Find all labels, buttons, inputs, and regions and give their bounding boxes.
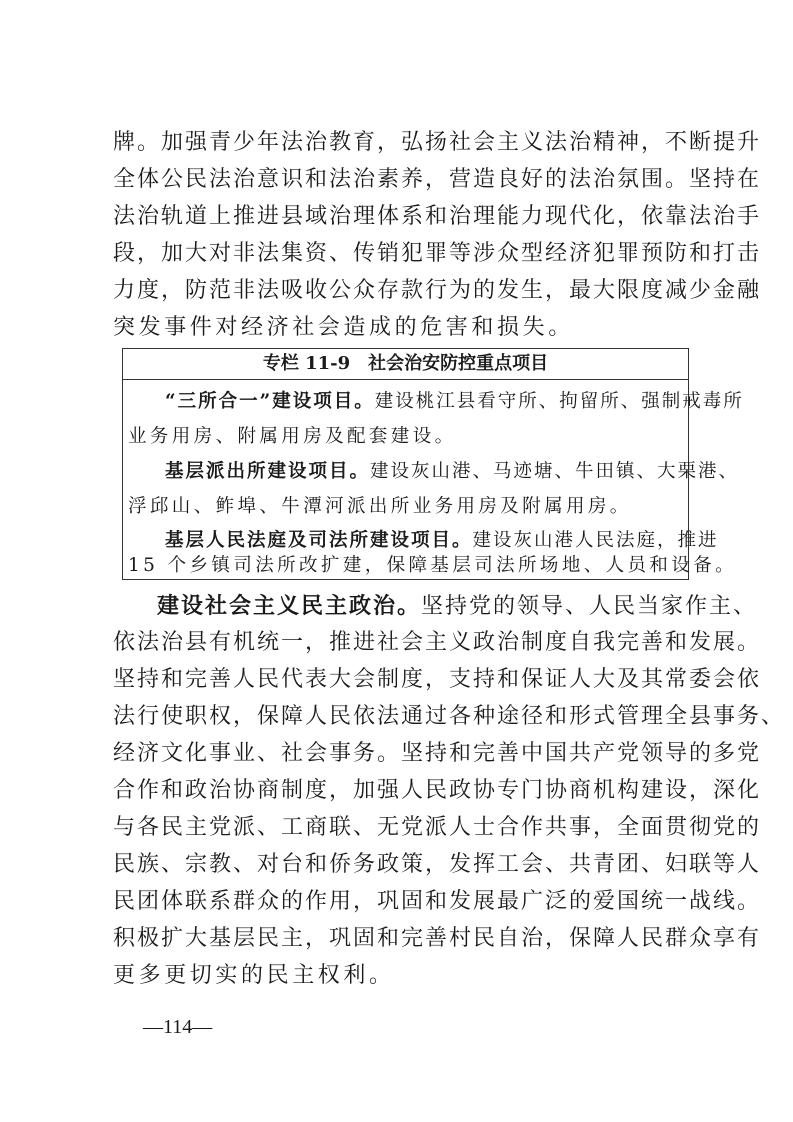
text-line: 民族、宗教、对台和侨务政策，发挥工会、共青团、妇联等人 [113,852,762,877]
box-item-text: 建设灰山港人民法庭，推进 [472,530,719,551]
text-line: 合作和政治协商制度，加强人民政协专门协商机构建设，深化 [113,778,762,803]
feature-box [122,348,744,580]
box-item-line [128,461,740,483]
box-item-line: 业务用房、附属用房及配套建设。 [128,426,457,447]
text-line: 积极扩大基层民主，巩固和完善村民自治，保障人民群众享有 [113,926,762,951]
feature-box-title: 专栏 11-9 社会治安防控重点项目 [123,349,688,380]
text-line: 经济文化事业、社会事务。坚持和完善中国共产党领导的多党 [113,741,762,766]
text-line: 坚持和完善人民代表大会制度，支持和保证人大及其常委会依 [113,667,762,692]
box-item-text: 建设灰山港、马迹塘、牛田镇、大栗港、 [370,461,740,482]
box-item-heading: 基层派出所建设项目。 [165,461,371,482]
text-line: 法行使职权，保障人民依法通过各种途径和形式管理全县事务、 [113,704,786,729]
text-line: 牌。加强青少年法治教育，弘扬社会主义法治精神，不断提升 [113,130,762,155]
box-item-heading: 基层人民法庭及司法所建设项目。 [165,530,473,551]
text-line: 段，加大对非法集资、传销犯罪等涉众型经济犯罪预防和打击 [113,241,762,266]
box-item-line [128,530,719,552]
box-item-line: 15 个乡镇司法所改扩建，保障基层司法所场地、人员和设备。 [128,555,738,576]
page-number: —114— [143,1016,213,1038]
text-line: 依法治县有机统一，推进社会主义政治制度自我完善和发展。 [113,630,762,655]
text-line: 与各民主党派、工商联、无党派人士合作共事，全面贯彻党的 [113,815,762,840]
text-line: 法治轨道上推进县域治理体系和治理能力现代化，依靠法治手 [113,204,762,229]
text-line [113,593,758,620]
text-line: 力度，防范非法吸收公众存款行为的发生，最大限度减少金融 [113,278,762,303]
text-line: 更多更切实的民主权利。 [113,963,395,988]
box-item-line: 浮邱山、鲊埠、牛潭河派出所业务用房及附属用房。 [128,496,632,517]
paragraph-heading: 建设社会主义民主政治。 [157,593,422,619]
box-item-text: 建设桃江县看守所、拘留所、强制戒毒所 [374,391,744,412]
box-item-line [128,391,744,413]
text-line: 突发事件对经济社会造成的危害和损失。 [113,315,574,340]
text: 坚持党的领导、人民当家作主、 [421,594,758,619]
box-item-heading: “三所合一”建设项目。 [165,391,375,412]
text-line: 全体公民法治意识和法治素养，营造良好的法治氛围。坚持在 [113,167,762,192]
text-line: 民团体联系群众的作用，巩固和发展最广泛的爱国统一战线。 [113,889,762,914]
